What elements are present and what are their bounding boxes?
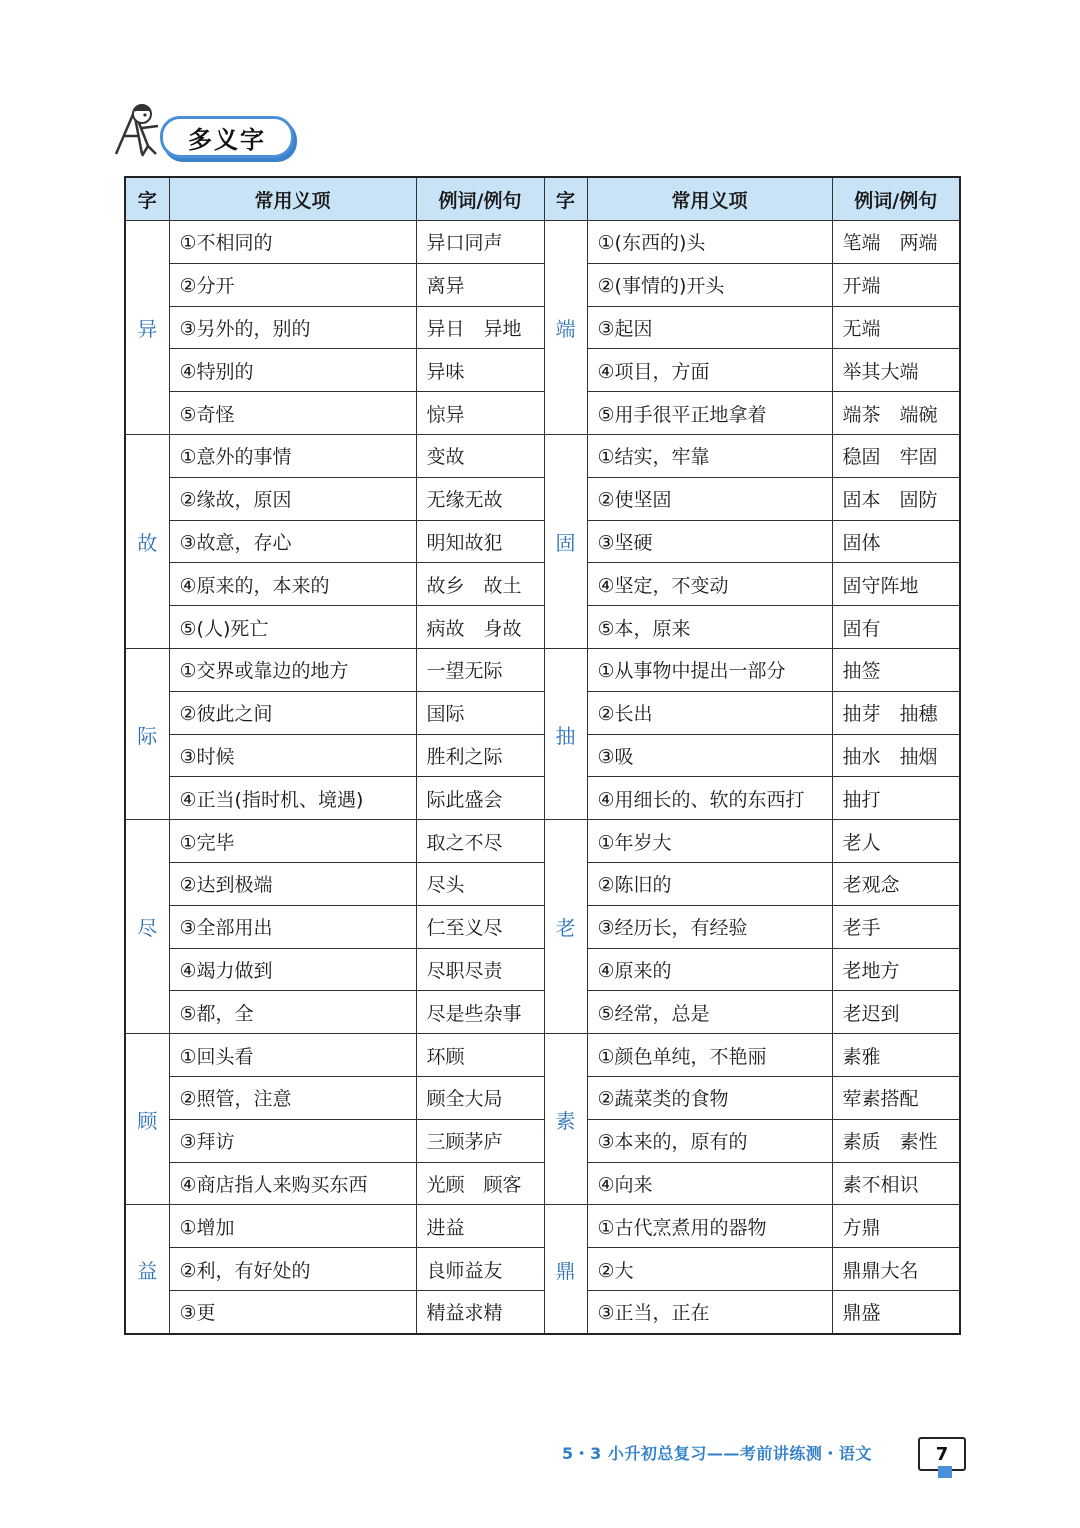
right-meaning: ④原来的	[587, 948, 832, 991]
table-row	[125, 563, 960, 606]
right-example: 荤素搭配	[832, 1076, 960, 1119]
right-meaning: ⑤经常，总是	[587, 991, 832, 1034]
left-example: 际此盛会	[416, 777, 544, 820]
right-meaning: ③本来的，原有的	[587, 1119, 832, 1162]
left-example: 明知故犯	[416, 520, 544, 563]
left-example: 无缘无故	[416, 477, 544, 520]
right-example: 举其大端	[832, 349, 960, 392]
right-character: 端	[544, 221, 587, 435]
right-meaning: ②大	[587, 1248, 832, 1291]
right-meaning: ③正当，正在	[587, 1290, 832, 1333]
right-example: 素质 素性	[832, 1119, 960, 1162]
left-example: 胜利之际	[416, 734, 544, 777]
left-character: 顾	[125, 1034, 169, 1205]
section-header	[112, 98, 312, 160]
table-row	[125, 1119, 960, 1162]
header-char-left: 字	[125, 177, 169, 221]
table-row	[125, 734, 960, 777]
header-meaning-right: 常用义项	[587, 177, 832, 221]
left-example: 异味	[416, 349, 544, 392]
table-row	[125, 263, 960, 306]
page-number: 7	[918, 1437, 966, 1471]
left-meaning: ④商店指人来购买东西	[169, 1162, 416, 1205]
left-meaning: ②缘故，原因	[169, 477, 416, 520]
right-example: 笔端 两端	[832, 221, 960, 264]
left-meaning: ③更	[169, 1290, 416, 1333]
left-meaning: ③全部用出	[169, 905, 416, 948]
right-example: 固本 固防	[832, 477, 960, 520]
right-meaning: ④用细长的、软的东西打	[587, 777, 832, 820]
table-row	[125, 1034, 960, 1077]
right-example: 老观念	[832, 862, 960, 905]
right-example: 抽打	[832, 777, 960, 820]
left-meaning: ①不相同的	[169, 221, 416, 264]
right-character: 素	[544, 1034, 587, 1205]
table-row	[125, 1290, 960, 1333]
right-example: 鼎鼎大名	[832, 1248, 960, 1291]
right-example: 鼎盛	[832, 1290, 960, 1333]
left-example: 精益求精	[416, 1290, 544, 1333]
left-meaning: ③另外的，别的	[169, 306, 416, 349]
right-meaning: ②长出	[587, 691, 832, 734]
right-character: 鼎	[544, 1205, 587, 1334]
header-char-right: 字	[544, 177, 587, 221]
right-example: 抽签	[832, 648, 960, 691]
left-meaning: ③时候	[169, 734, 416, 777]
table-row	[125, 905, 960, 948]
page-tab-decoration	[938, 1466, 952, 1478]
table-row	[125, 820, 960, 863]
left-meaning: ①完毕	[169, 820, 416, 863]
right-example: 抽芽 抽穗	[832, 691, 960, 734]
left-example: 环顾	[416, 1034, 544, 1077]
right-example: 老地方	[832, 948, 960, 991]
table-row	[125, 777, 960, 820]
left-meaning: ②分开	[169, 263, 416, 306]
left-example: 仁至义尽	[416, 905, 544, 948]
left-example: 国际	[416, 691, 544, 734]
table-row	[125, 477, 960, 520]
left-meaning: ③拜访	[169, 1119, 416, 1162]
table-body	[125, 221, 960, 1334]
table-row	[125, 948, 960, 991]
left-example: 故乡 故土	[416, 563, 544, 606]
right-example: 老迟到	[832, 991, 960, 1034]
header-example-right: 例词/例句	[832, 177, 960, 221]
left-example: 病故 身故	[416, 606, 544, 649]
right-character: 抽	[544, 648, 587, 819]
right-character: 固	[544, 434, 587, 648]
right-meaning: ③吸	[587, 734, 832, 777]
table-row	[125, 1205, 960, 1248]
right-meaning: ②(事情的)开头	[587, 263, 832, 306]
right-example: 固有	[832, 606, 960, 649]
left-example: 异日 异地	[416, 306, 544, 349]
left-example: 异口同声	[416, 221, 544, 264]
right-meaning: ①(东西的)头	[587, 221, 832, 264]
right-example: 老手	[832, 905, 960, 948]
left-example: 尽头	[416, 862, 544, 905]
footer-series-title: 5・3 小升初总复习——考前讲练测・语文	[562, 1443, 872, 1463]
right-example: 方鼎	[832, 1205, 960, 1248]
right-meaning: ②使坚固	[587, 477, 832, 520]
table-header-row	[125, 177, 960, 221]
left-example: 变故	[416, 434, 544, 477]
right-example: 素不相识	[832, 1162, 960, 1205]
right-meaning: ③坚硬	[587, 520, 832, 563]
left-meaning: ①增加	[169, 1205, 416, 1248]
left-meaning: ②照管，注意	[169, 1076, 416, 1119]
left-meaning: ④竭力做到	[169, 948, 416, 991]
left-meaning: ②达到极端	[169, 862, 416, 905]
right-example: 固体	[832, 520, 960, 563]
table-row	[125, 606, 960, 649]
left-meaning: ①交界或靠边的地方	[169, 648, 416, 691]
table-row	[125, 1248, 960, 1291]
header-example-left: 例词/例句	[416, 177, 544, 221]
left-example: 尽是些杂事	[416, 991, 544, 1034]
left-meaning: ④正当(指时机、境遇)	[169, 777, 416, 820]
right-character: 老	[544, 820, 587, 1034]
polysemous-character-table	[124, 176, 961, 1335]
left-character: 际	[125, 648, 169, 819]
left-character: 故	[125, 434, 169, 648]
right-meaning: ①古代烹煮用的器物	[587, 1205, 832, 1248]
table-row	[125, 1162, 960, 1205]
left-example: 三顾茅庐	[416, 1119, 544, 1162]
right-meaning: ④项目，方面	[587, 349, 832, 392]
right-meaning: ①颜色单纯，不艳丽	[587, 1034, 832, 1077]
right-example: 端茶 端碗	[832, 392, 960, 435]
left-example: 光顾 顾客	[416, 1162, 544, 1205]
table-row	[125, 648, 960, 691]
right-meaning: ②陈旧的	[587, 862, 832, 905]
right-meaning: ④坚定，不变动	[587, 563, 832, 606]
left-meaning: ⑤都，全	[169, 991, 416, 1034]
right-example: 老人	[832, 820, 960, 863]
right-example: 抽水 抽烟	[832, 734, 960, 777]
left-character: 尽	[125, 820, 169, 1034]
right-meaning: ③经历长，有经验	[587, 905, 832, 948]
table-row	[125, 991, 960, 1034]
right-meaning: ④向来	[587, 1162, 832, 1205]
left-example: 惊异	[416, 392, 544, 435]
right-meaning: ②蔬菜类的食物	[587, 1076, 832, 1119]
header-meaning-left: 常用义项	[169, 177, 416, 221]
table-row	[125, 349, 960, 392]
right-example: 稳固 牢固	[832, 434, 960, 477]
left-example: 良师益友	[416, 1248, 544, 1291]
table-row	[125, 691, 960, 734]
right-example: 无端	[832, 306, 960, 349]
right-example: 素雅	[832, 1034, 960, 1077]
left-example: 离异	[416, 263, 544, 306]
left-meaning: ②利，有好处的	[169, 1248, 416, 1291]
left-meaning: ⑤(人)死亡	[169, 606, 416, 649]
left-meaning: ①意外的事情	[169, 434, 416, 477]
left-meaning: ①回头看	[169, 1034, 416, 1077]
table-row	[125, 862, 960, 905]
left-character: 异	[125, 221, 169, 435]
table-row	[125, 1076, 960, 1119]
left-example: 进益	[416, 1205, 544, 1248]
left-meaning: ②彼此之间	[169, 691, 416, 734]
right-meaning: ①年岁大	[587, 820, 832, 863]
left-meaning: ④原来的，本来的	[169, 563, 416, 606]
right-meaning: ③起因	[587, 306, 832, 349]
section-title: 多义字	[160, 116, 294, 158]
table-row	[125, 221, 960, 264]
left-character: 益	[125, 1205, 169, 1334]
table-row	[125, 392, 960, 435]
table-row	[125, 520, 960, 563]
right-meaning: ⑤本，原来	[587, 606, 832, 649]
left-meaning: ⑤奇怪	[169, 392, 416, 435]
right-meaning: ①结实，牢靠	[587, 434, 832, 477]
right-meaning: ①从事物中提出一部分	[587, 648, 832, 691]
right-meaning: ⑤用手很平正地拿着	[587, 392, 832, 435]
left-example: 取之不尽	[416, 820, 544, 863]
left-example: 顾全大局	[416, 1076, 544, 1119]
left-example: 尽职尽责	[416, 948, 544, 991]
table-row	[125, 306, 960, 349]
table-row	[125, 434, 960, 477]
left-example: 一望无际	[416, 648, 544, 691]
right-example: 固守阵地	[832, 563, 960, 606]
left-meaning: ④特别的	[169, 349, 416, 392]
left-meaning: ③故意，存心	[169, 520, 416, 563]
right-example: 开端	[832, 263, 960, 306]
